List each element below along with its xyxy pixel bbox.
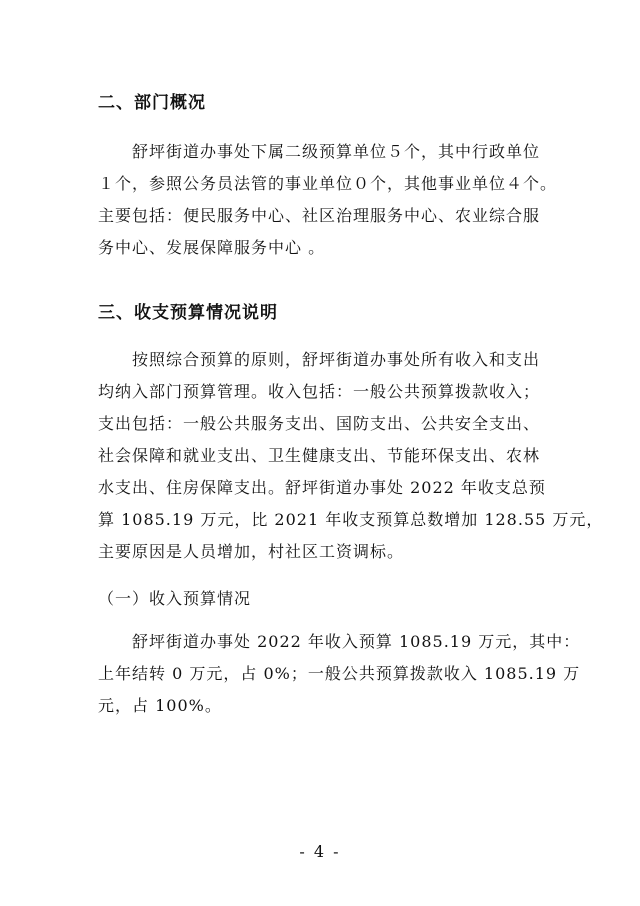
paragraph-line: 主要包括：便民服务中心、社区治理服务中心、农业综合服 <box>98 206 541 225</box>
paragraph-line: 主要原因是人员增加，村社区工资调标。 <box>98 542 405 561</box>
paragraph-line: 社会保障和就业支出、卫生健康支出、节能环保支出、农林 <box>98 446 541 465</box>
paragraph-line: 按照综合预算的原则，舒坪街道办事处所有收入和支出 <box>132 350 541 369</box>
paragraph-line: 舒坪街道办事处下属二级预算单位５个，其中行政单位 <box>132 142 541 161</box>
paragraph-line: 均纳入部门预算管理。收入包括：一般公共预算拨款收入； <box>98 382 541 401</box>
paragraph-line: 算 1085.19 万元，比 2021 年收支预算总数增加 128.55 万元， <box>98 510 604 529</box>
paragraph-department-overview <box>98 136 558 264</box>
paragraph-budget-explanation <box>98 344 604 568</box>
paragraph-line: 支出包括：一般公共服务支出、国防支出、公共安全支出、 <box>98 414 541 433</box>
paragraph-line: １个，参照公务员法管的事业单位０个，其他事业单位４个。 <box>98 174 558 193</box>
paragraph-line: 务中心、发展保障服务中心 。 <box>98 238 326 257</box>
section-heading-department-overview: 二、部门概况 <box>98 93 206 113</box>
paragraph-line: 水支出、住房保障支出。舒坪街道办事处 2022 年收支总预 <box>98 478 546 497</box>
paragraph-line: 元，占 100%。 <box>98 696 222 715</box>
subsection-heading-income-budget: （一）收入预算情况 <box>98 589 252 608</box>
section-heading-budget-explanation: 三、收支预算情况说明 <box>98 303 278 323</box>
page-number: - 4 - <box>299 842 341 861</box>
paragraph-income-budget <box>98 626 581 722</box>
paragraph-line: 舒坪街道办事处 2022 年收入预算 1085.19 万元，其中： <box>132 632 581 651</box>
paragraph-line: 上年结转 0 万元，占 0%；一般公共预算拨款收入 1085.19 万 <box>98 664 581 683</box>
